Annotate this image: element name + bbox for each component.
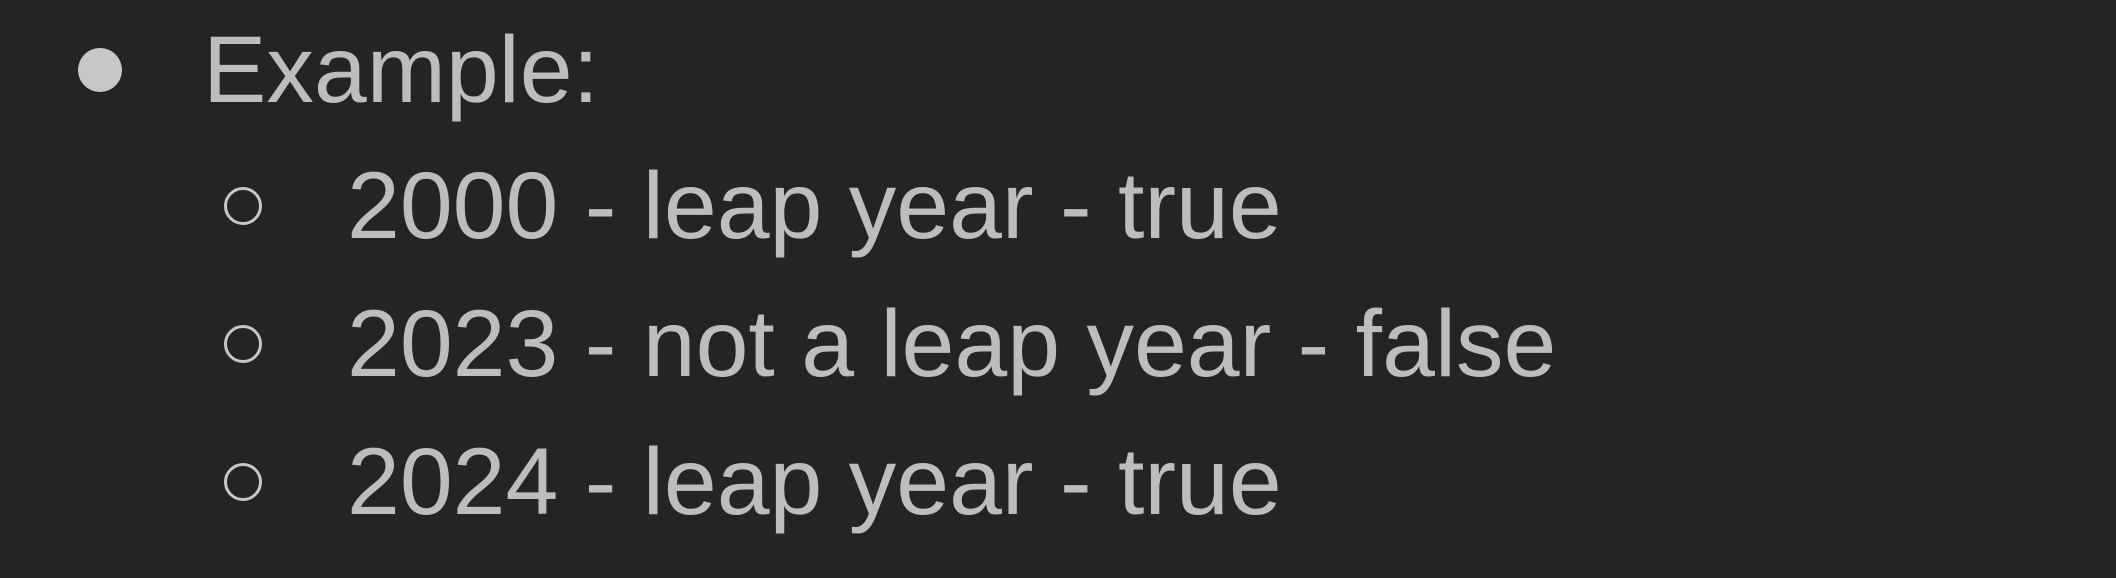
sub-list-item-2023 <box>224 292 1556 396</box>
sub-list-item-text: 2023 - not a leap year - false <box>347 291 1557 397</box>
hollow-bullet-icon <box>224 463 262 501</box>
hollow-bullet-icon <box>224 187 262 225</box>
list-item-example <box>78 18 599 122</box>
sub-list-item-text: 2000 - leap year - true <box>347 153 1282 259</box>
filled-bullet-icon <box>78 48 122 92</box>
sub-list-item-text: 2024 - leap year - true <box>347 429 1282 535</box>
example-heading: Example: <box>203 17 600 123</box>
sub-list-item-2000 <box>224 154 1282 258</box>
sub-list-item-2024 <box>224 430 1282 534</box>
hollow-bullet-icon <box>224 325 262 363</box>
